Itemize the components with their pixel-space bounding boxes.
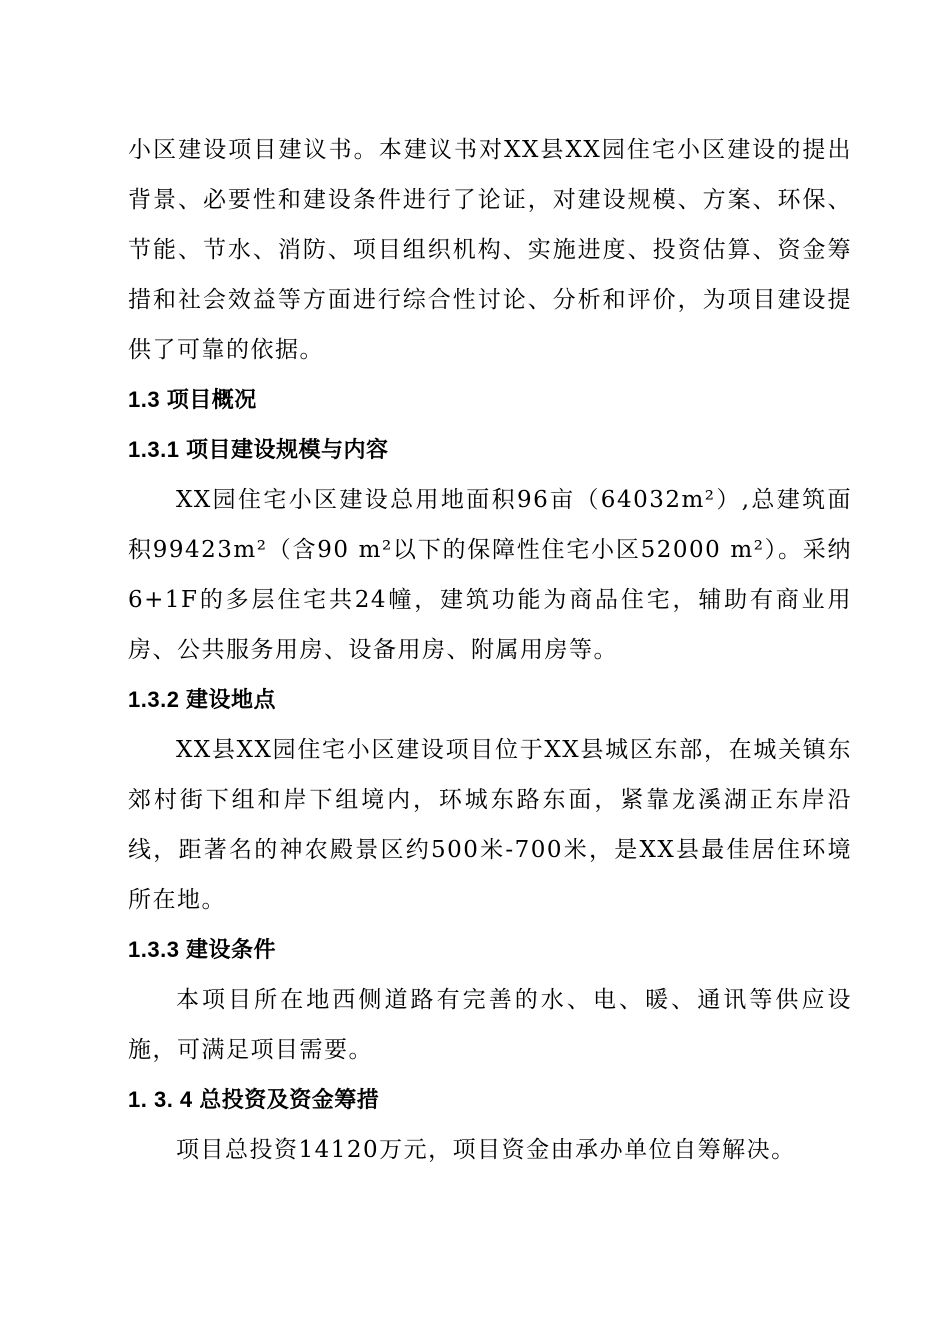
- section-body-1-3-3: 本项目所在地西侧道路有完善的水、电、暖、通讯等供应设施，可满足项目需要。: [128, 987, 852, 1063]
- section-heading-1-3: 1.3 项目概况: [128, 387, 257, 412]
- section-body-1-3-2: XX县XX园住宅小区建设项目位于XX县城区东部，在城关镇东郊村街下组和岸下组境内，环城东路东面，紧靠龙溪湖正东岸沿线，距著名的神农殿景区约500米-700米，是XX县最佳居住环境所在地。: [128, 737, 852, 913]
- section-heading-1-3-4: 1. 3. 4 总投资及资金筹措: [128, 1087, 380, 1112]
- section-heading-1-3-2: 1.3.2 建设地点: [128, 687, 277, 712]
- section-body-1-3-1: XX园住宅小区建设总用地面积96亩（64032m²）,总建筑面积99423m²（含90 m²以下的保障性住宅小区52000 m²）。采纳6+1F的多层住宅共24幢，建筑功能为商品住宅，辅助有商业用房、公共服务用房、设备用房、附属用房等。: [128, 487, 852, 663]
- section-heading-1-3-3: 1.3.3 建设条件: [128, 937, 277, 962]
- intro-paragraph: 小区建设项目建议书。本建议书对XX县XX园住宅小区建设的提出背景、必要性和建设条件进行了论证，对建设规模、方案、环保、节能、节水、消防、项目组织机构、实施进度、投资估算、资金筹措和社会效益等方面进行综合性讨论、分析和评价，为项目建设提供了可靠的依据。: [128, 137, 852, 363]
- document-page: [128, 125, 852, 1175]
- section-body-1-3-4: 项目总投资14120万元，项目资金由承办单位自筹解决。: [176, 1137, 796, 1163]
- section-heading-1-3-1: 1.3.1 项目建设规模与内容: [128, 437, 389, 462]
